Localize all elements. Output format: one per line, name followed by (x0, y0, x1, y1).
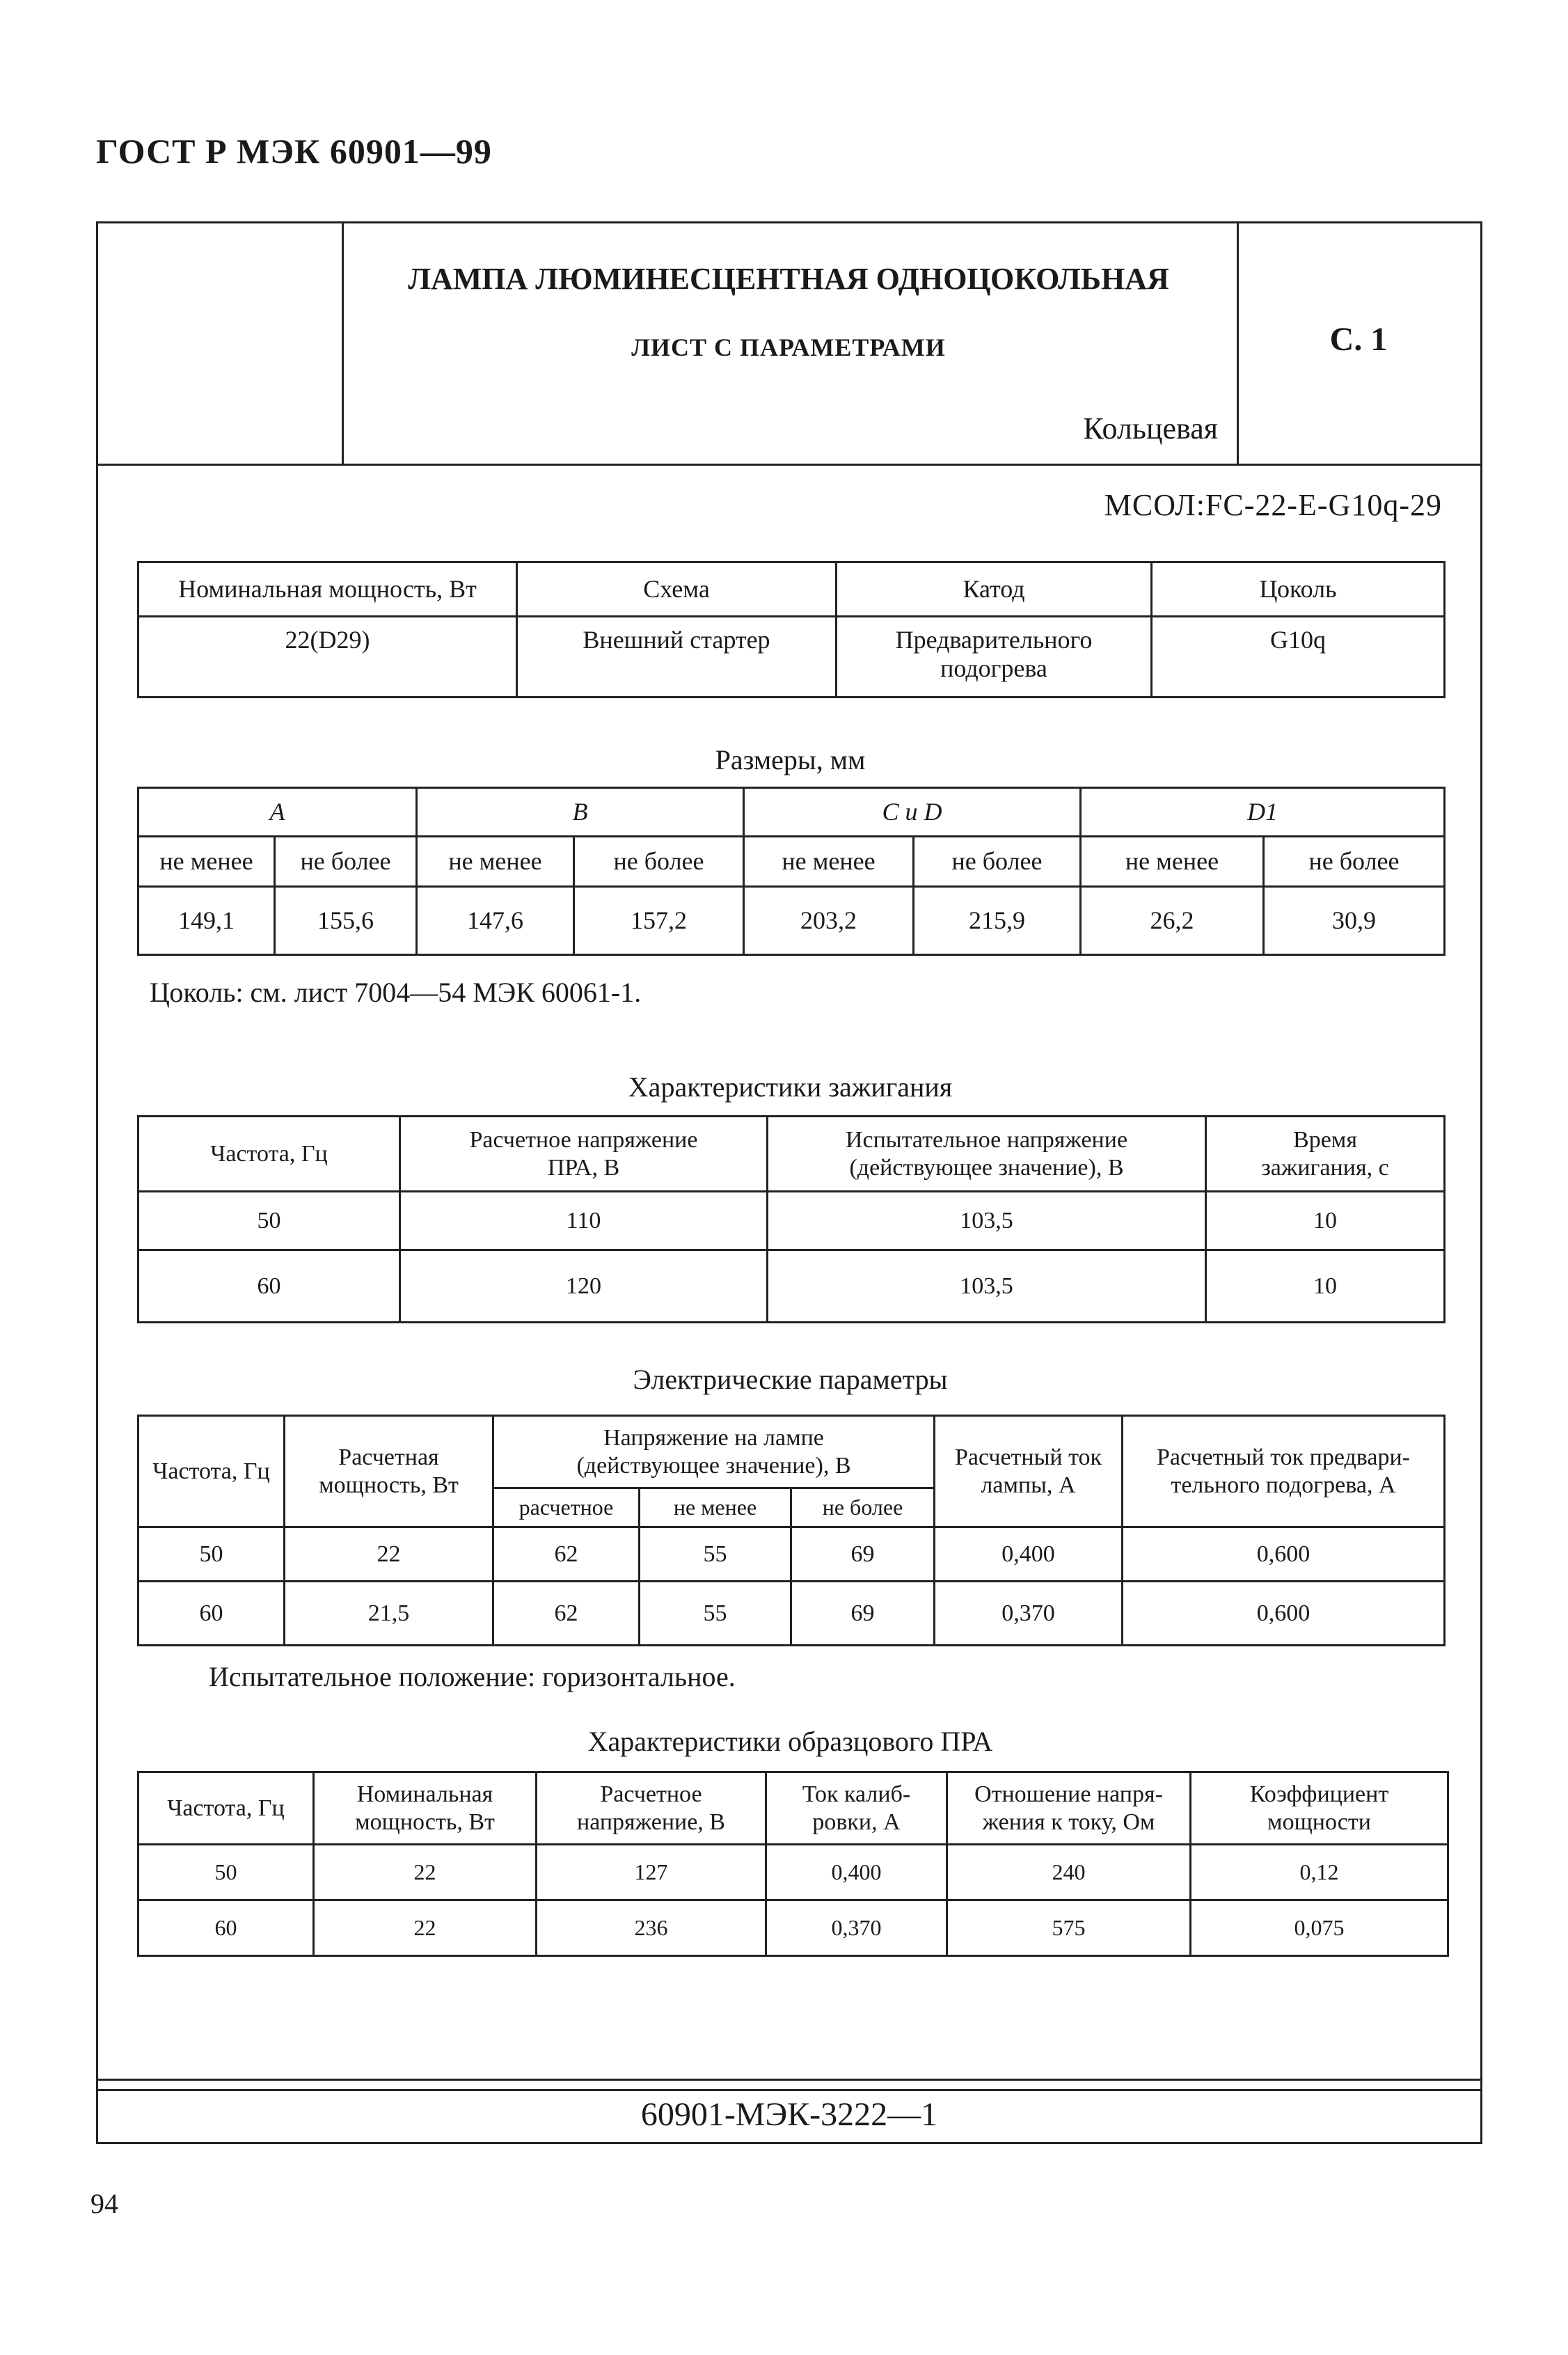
table-cell: 22(D29) (138, 617, 517, 698)
lamp-shape: Кольцевая (1083, 411, 1218, 446)
header-cell: Напряжение на лампе (действующее значение), В (493, 1416, 935, 1488)
header-cell: Коэффициент мощности (1191, 1772, 1448, 1845)
max-label: не более (914, 837, 1081, 887)
table-cell: 69 (791, 1527, 935, 1582)
table-row (138, 1117, 1445, 1192)
electrical-table (137, 1415, 1446, 1646)
header-cell: Расчетный ток предвари-тельного подогрева, А (1123, 1416, 1445, 1527)
header-cell: Частота, Гц (138, 1772, 314, 1845)
table-cell: 50 (138, 1527, 285, 1582)
table-cell: 236 (537, 1900, 766, 1956)
table-cell: 103,5 (768, 1250, 1206, 1323)
table-cell: 0,400 (766, 1845, 947, 1900)
sheet-code: 60901-МЭК-3222—1 (640, 2096, 938, 2133)
max-label: не более (1264, 837, 1445, 887)
table-cell: 0,370 (935, 1582, 1123, 1646)
page-number: 94 (90, 2188, 118, 2219)
document-id: ГОСТ Р МЭК 60901—99 (96, 132, 492, 171)
table-cell: 55 (640, 1582, 791, 1646)
table-cell: 149,1 (138, 887, 275, 955)
min-label: не менее (417, 837, 574, 887)
header-cell: Отношение напря-жения к току, Ом (947, 1772, 1191, 1845)
sheet-page-code: С. 1 (1329, 321, 1388, 358)
table-cell: 55 (640, 1527, 791, 1582)
table-cell: 157,2 (574, 887, 744, 955)
ballast-table (137, 1771, 1449, 1957)
table-row (138, 788, 1445, 837)
table-row (138, 1527, 1445, 1582)
table-cell: 127 (537, 1845, 766, 1900)
table-cell: 0,12 (1191, 1845, 1448, 1900)
table-cell: 215,9 (914, 887, 1081, 955)
min-label: не менее (744, 837, 914, 887)
dimensions-table (137, 787, 1446, 956)
dim-group-a: A (138, 788, 417, 837)
table-cell: 0,075 (1191, 1900, 1448, 1956)
header-cell: Ток калиб-ровки, А (766, 1772, 947, 1845)
lamp-designation: МСОЛ:FC-22-E-G10q-29 (1104, 488, 1442, 522)
table-cell: 22 (314, 1845, 537, 1900)
table-cell: 69 (791, 1582, 935, 1646)
header-cell: Цоколь (1152, 562, 1445, 617)
table-row (138, 1845, 1448, 1900)
table-cell: 60 (138, 1900, 314, 1956)
table-cell: 120 (400, 1250, 768, 1323)
footer-rule-top (98, 2079, 1480, 2081)
dim-group-c-d: C и D (744, 788, 1081, 837)
table-cell: 21,5 (285, 1582, 493, 1646)
header-cell: Номинальная мощность, Вт (138, 562, 517, 617)
sheet-title: ЛАМПА ЛЮМИНЕСЦЕНТНАЯ ОДНОЦОКОЛЬНАЯ (408, 262, 1169, 296)
table-cell: 110 (400, 1192, 768, 1250)
dim-group-d1: D1 (1081, 788, 1445, 837)
header-cell: Номинальная мощность, Вт (314, 1772, 537, 1845)
table-row (138, 1192, 1445, 1250)
table-cell: 0,400 (935, 1527, 1123, 1582)
table-row (138, 1416, 1445, 1488)
table-cell: 50 (138, 1192, 400, 1250)
ignition-caption: Характеристики зажигания (628, 1071, 953, 1103)
table-cell: 50 (138, 1845, 314, 1900)
main-parameters-table (137, 561, 1446, 698)
max-label: не более (275, 837, 417, 887)
header-cell: Расчетная мощность, Вт (285, 1416, 493, 1527)
table-row (138, 1582, 1445, 1646)
table-cell: 62 (493, 1527, 640, 1582)
ignition-table (137, 1115, 1446, 1323)
table-cell: Внешний стартер (517, 617, 837, 698)
footer-rule-bottom (98, 2089, 1480, 2091)
header-cell: Схема (517, 562, 837, 617)
header-cell: Расчетное напряжение, В (537, 1772, 766, 1845)
header-cell: Испытательное напряжение (действующее значение), В (768, 1117, 1206, 1192)
table-cell: 240 (947, 1845, 1191, 1900)
table-row (138, 617, 1445, 698)
table-cell: 10 (1206, 1250, 1445, 1323)
table-row (138, 1250, 1445, 1323)
table-row (138, 837, 1445, 887)
table-cell: 62 (493, 1582, 640, 1646)
table-cell: 203,2 (744, 887, 914, 955)
header-cell: Расчетное напряжение ПРА, В (400, 1117, 768, 1192)
dimensions-caption: Размеры, мм (715, 744, 866, 775)
table-cell: 103,5 (768, 1192, 1206, 1250)
table-row (138, 1900, 1448, 1956)
test-position-note: Испытательное положение: горизонтальное. (209, 1661, 736, 1692)
table-cell: G10q (1152, 617, 1445, 698)
header-cell: не менее (640, 1488, 791, 1527)
table-cell: 30,9 (1264, 887, 1445, 955)
header-cell: расчетное (493, 1488, 640, 1527)
table-cell: 0,600 (1123, 1582, 1445, 1646)
table-cell: 0,370 (766, 1900, 947, 1956)
table-cell: 147,6 (417, 887, 574, 955)
header-cell: Катод (837, 562, 1152, 617)
header-cell: Частота, Гц (138, 1416, 285, 1527)
table-cell: 0,600 (1123, 1527, 1445, 1582)
min-label: не менее (138, 837, 275, 887)
header-bottom-rule (98, 464, 1480, 466)
table-cell: 60 (138, 1582, 285, 1646)
max-label: не более (574, 837, 744, 887)
header-cell: Частота, Гц (138, 1117, 400, 1192)
table-cell: 10 (1206, 1192, 1445, 1250)
sheet-subtitle: ЛИСТ С ПАРАМЕТРАМИ (631, 333, 946, 361)
header-cell: Расчетный ток лампы, А (935, 1416, 1123, 1527)
table-cell: Предварительного подогрева (837, 617, 1152, 698)
table-cell: 575 (947, 1900, 1191, 1956)
ballast-caption: Характеристики образцового ПРА (587, 1726, 993, 1757)
electrical-caption: Электрические параметры (633, 1364, 948, 1395)
dim-group-b: B (417, 788, 744, 837)
table-row (138, 562, 1445, 617)
table-cell: 26,2 (1081, 887, 1264, 955)
min-label: не менее (1081, 837, 1264, 887)
table-cell: 22 (285, 1527, 493, 1582)
table-cell: 60 (138, 1250, 400, 1323)
table-row (138, 1772, 1448, 1845)
base-note: Цоколь: см. лист 7004—54 МЭК 60061-1. (150, 977, 642, 1008)
table-cell: 155,6 (275, 887, 417, 955)
table-cell: 22 (314, 1900, 537, 1956)
header-cell: не более (791, 1488, 935, 1527)
table-row (138, 887, 1445, 955)
header-cell: Время зажигания, с (1206, 1117, 1445, 1192)
